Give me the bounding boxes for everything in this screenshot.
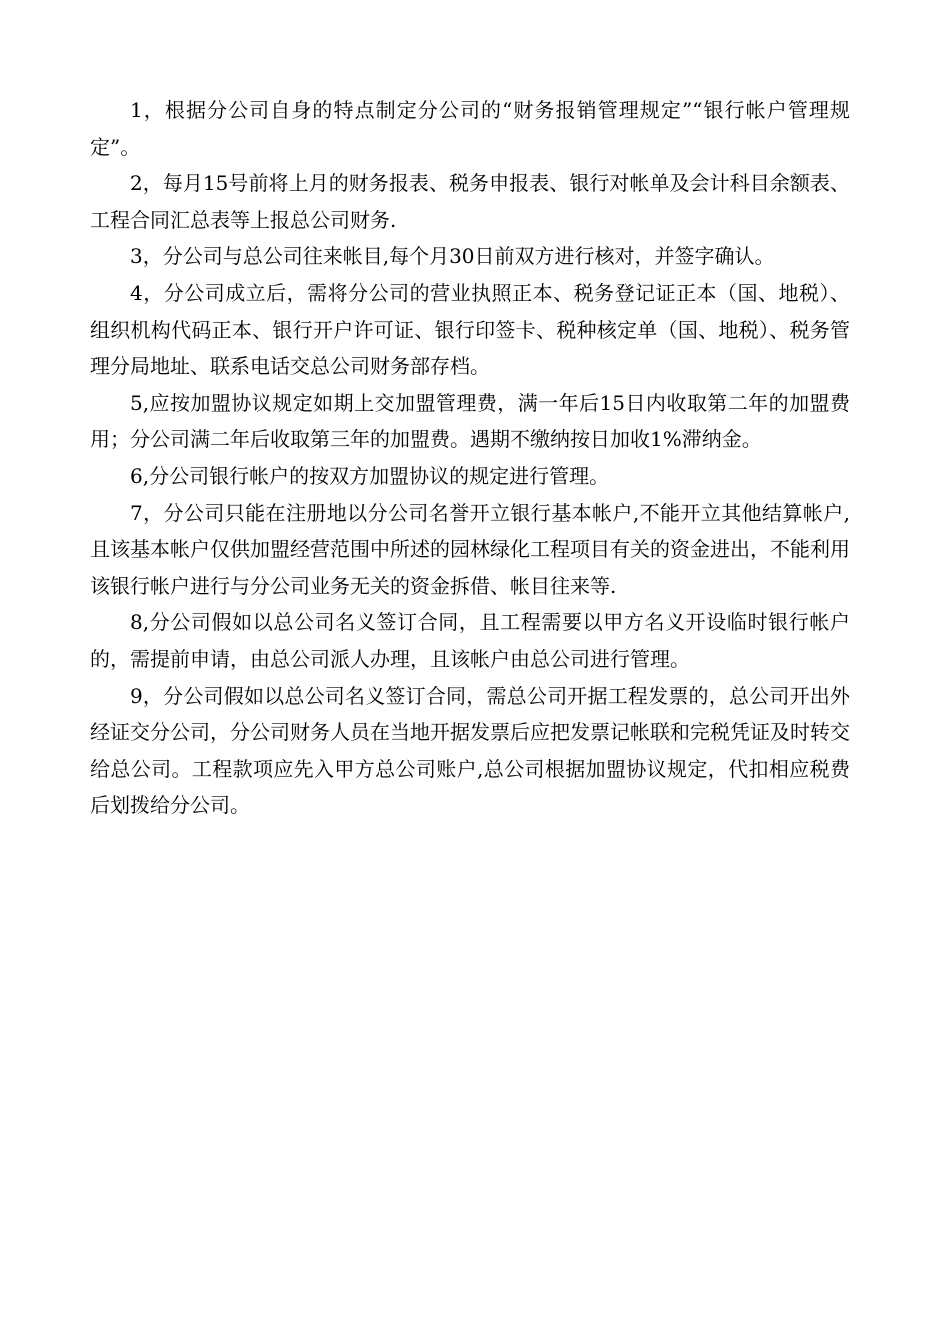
paragraph-4: 4，分公司成立后，需将分公司的营业执照正本、税务登记证正本（国、地税）、组织机构代码正本、银行开户许可证、银行印签卡、税种核定单（国、地税）、税务管理分局地址、联系电话交总公司财务部存档。 — [90, 280, 850, 379]
paragraph-5: 5,应按加盟协议规定如期上交加盟管理费，满一年后15日内收取第二年的加盟费用；分公司满二年后收取第三年的加盟费。遇期不缴纳按日加收1%滞纳金。 — [90, 390, 850, 452]
paragraph-8: 8,分公司假如以总公司名义签订合同，且工程需要以甲方名义开设临时银行帐户的，需提前申请，由总公司派人办理，且该帐户由总公司进行管理。 — [90, 610, 850, 671]
paragraph-7: 7，分公司只能在注册地以分公司名誉开立银行基本帐户,不能开立其他结算帐户,且该基本帐户仅供加盟经营范围中所述的园林绿化工程项目有关的资金进出，不能利用该银行帐户进行与分公司业务无关的资金拆借、帐目往来等. — [90, 500, 850, 598]
paragraph-1: 1，根据分公司自身的特点制定分公司的“财务报销管理规定”“银行帐户管理规定”。 — [90, 98, 850, 159]
paragraph-6: 6,分公司银行帐户的按双方加盟协议的规定进行管理。 — [130, 463, 610, 488]
paragraph-2: 2，每月15号前将上月的财务报表、税务申报表、银行对帐单及会计科目余额表、工程合同汇总表等上报总公司财务. — [90, 171, 850, 232]
document-body — [90, 92, 850, 824]
paragraph-3: 3，分公司与总公司往来帐目,每个月30日前双方进行核对，并签字确认。 — [130, 244, 775, 269]
paragraph-9: 9，分公司假如以总公司名义签订合同，需总公司开据工程发票的，总公司开出外经证交分公司，分公司财务人员在当地开据发票后应把发票记帐联和完税凭证及时转交给总公司。工程款项应先入甲方总公司账户,总公司根据加盟协议规定，代扣相应税费后划拨给分公司。 — [90, 683, 850, 818]
